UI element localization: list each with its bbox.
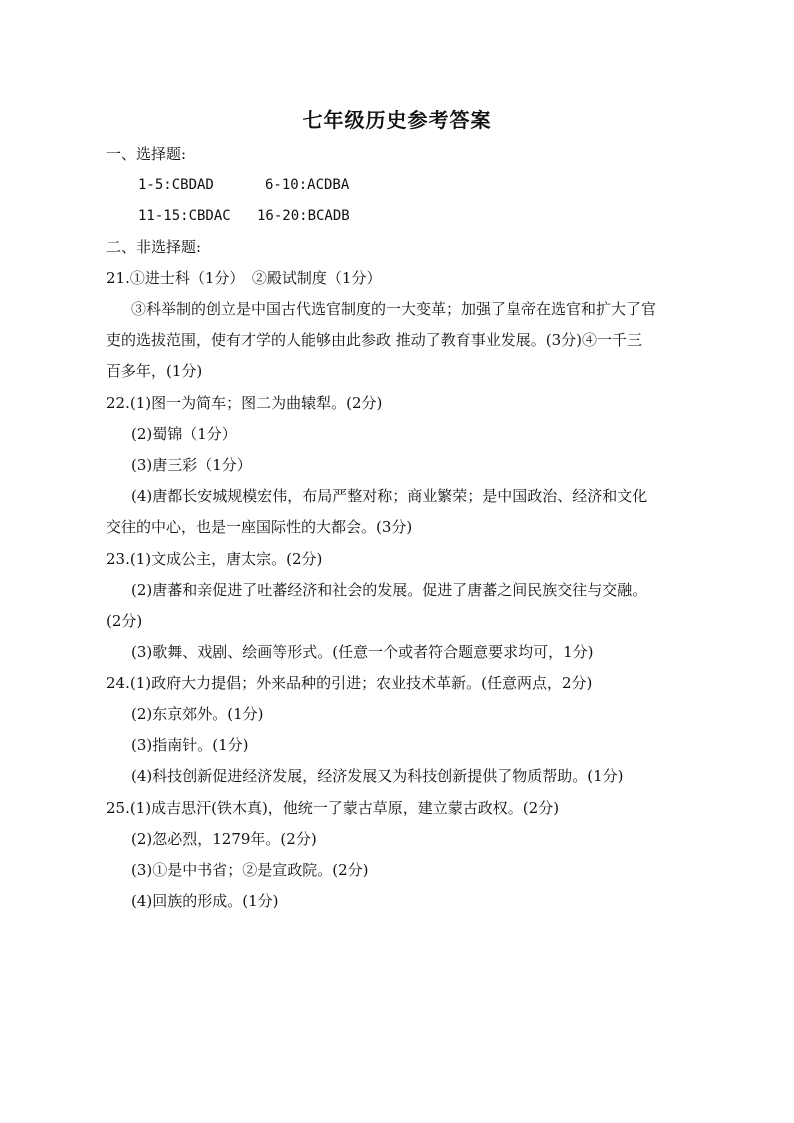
q21-line: 百多年，(1分) — [106, 362, 203, 380]
q24-line: (2)东京郊外。(1分) — [131, 705, 264, 723]
q22-line: 交往的中心，也是一座国际性的大都会。(3分) — [106, 518, 413, 536]
q24-line: 24.(1)政府大力提倡；外来品种的引进；农业技术革新。(任意两点，2分) — [106, 674, 593, 692]
answer-range-1-5: 1-5:CBDAD — [138, 177, 214, 193]
page-title: 七年级历史参考答案 — [302, 108, 492, 132]
q25-line: (3)①是中书省；②是宣政院。(2分) — [131, 861, 369, 879]
q21-line: 吏的选拔范围，使有才学的人能够由此参政 推动了教育事业发展。(3分)④一千三 — [106, 331, 643, 349]
q24-line: (3)指南针。(1分) — [131, 736, 249, 754]
answer-range-6-10: 6-10:ACDBA — [265, 177, 350, 193]
q21-line: ③科举制的创立是中国古代选官制度的一大变革；加强了皇帝在选官和扩大了官 — [131, 300, 657, 318]
q23-line: 23.(1)文成公主，唐太宗。(2分) — [106, 550, 323, 568]
section-heading-multiple-choice: 一、选择题: — [106, 145, 187, 163]
q22-line: 22.(1)图一为简车；图二为曲辕犁。(2分) — [106, 394, 383, 412]
q25-line: 25.(1)成吉思汗(铁木真)，他统一了蒙古草原，建立蒙古政权。(2分) — [106, 799, 560, 817]
q23-line: (2)唐蕃和亲促进了吐蕃经济和社会的发展。促进了唐蕃之间民族交往与交融。 — [131, 581, 648, 599]
q22-line: (2)蜀锦（1分） — [131, 425, 237, 443]
q23-line: (2分) — [106, 612, 143, 630]
q23-line: (3)歌舞、戏剧、绘画等形式。(任意一个或者符合题意要求均可，1分) — [131, 643, 594, 661]
answer-range-11-15: 11-15:CBDAC — [138, 208, 231, 224]
section-heading-non-multiple-choice: 二、非选择题: — [106, 238, 202, 256]
q22-line: (4)唐都长安城规模宏伟，布局严整对称；商业繁荣；是中国政治、经济和文化 — [131, 487, 648, 505]
q25-line: (4)回族的形成。(1分) — [131, 892, 279, 910]
answer-range-16-20: 16-20:BCADB — [257, 208, 350, 224]
q24-line: (4)科技创新促进经济发展，经济发展又为科技创新提供了物质帮助。(1分) — [131, 767, 624, 785]
q22-line: (3)唐三彩（1分） — [131, 456, 252, 474]
q21-line: 21.①进士科（1分） ②殿试制度（1分） — [106, 269, 382, 287]
q25-line: (2)忽必烈，1279年。(2分) — [131, 830, 317, 848]
